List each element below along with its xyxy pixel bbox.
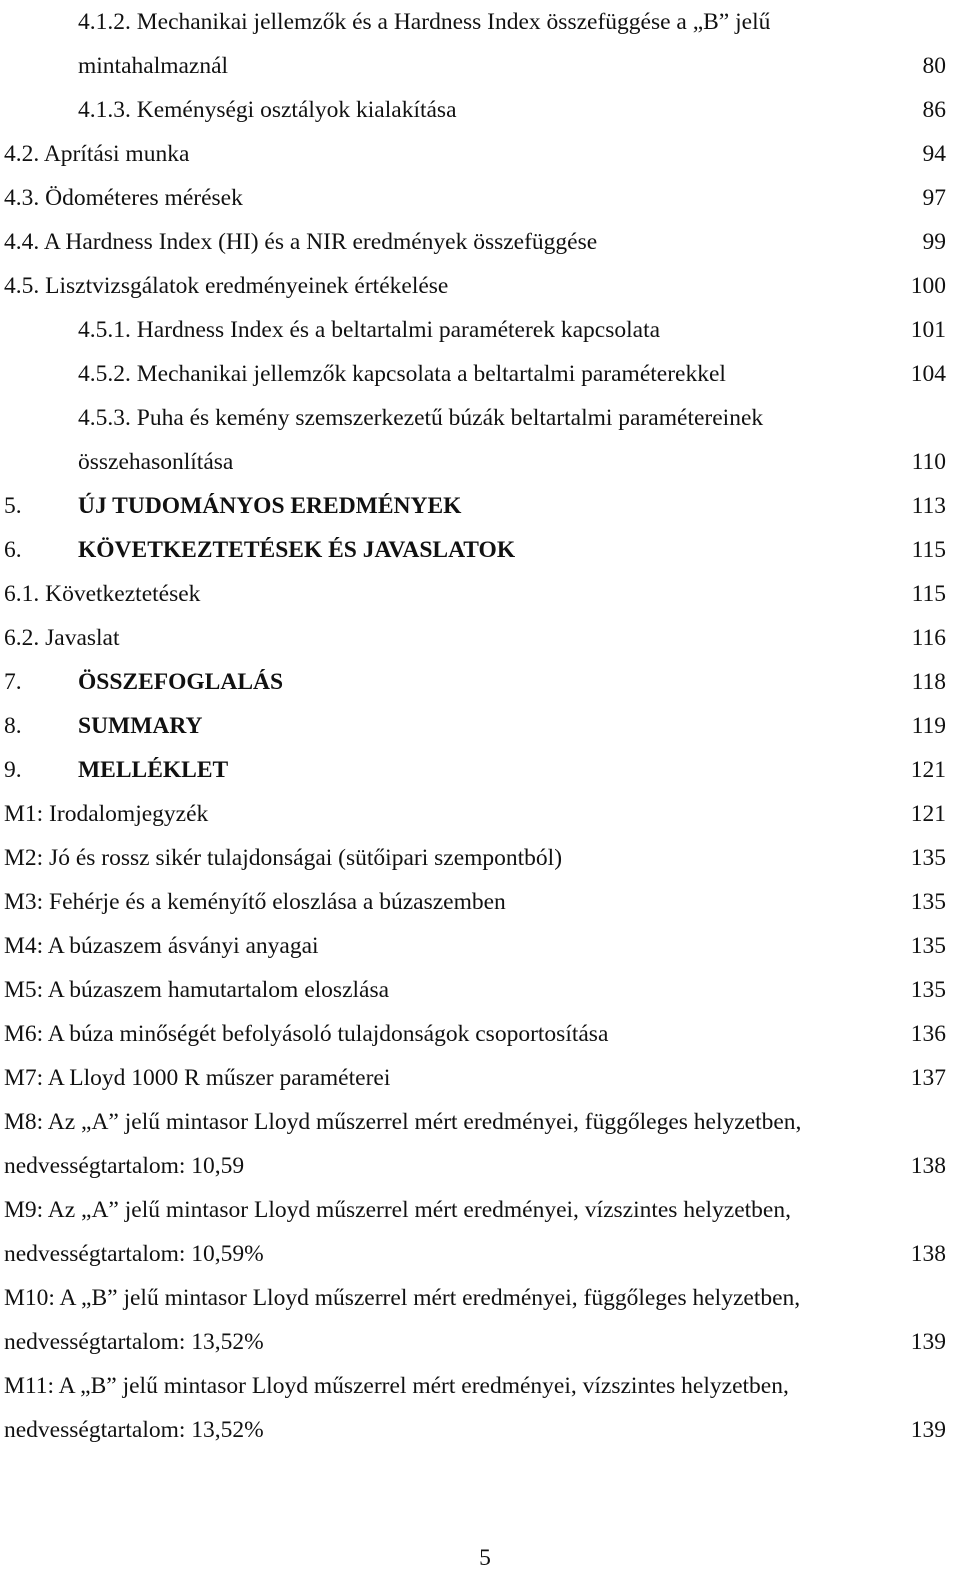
toc-entry-page: 135 (910, 845, 946, 871)
toc-entry (0, 1320, 960, 1364)
toc-entry (0, 572, 960, 616)
toc-entry (0, 176, 960, 220)
toc-entry-title: M3: Fehérje és a keményítő eloszlása a búzaszemben (4, 889, 506, 915)
toc-entry-page: 99 (922, 229, 946, 255)
toc-entry-title: ÖSSZEFOGLALÁS (78, 669, 284, 695)
toc-entry-page: 118 (911, 669, 946, 695)
toc-entry-title: nedvességtartalom: 13,52% (4, 1329, 264, 1355)
toc-entry-title: mintahalmaznál (78, 53, 229, 79)
toc-entry-page: 139 (910, 1417, 946, 1443)
toc-entry (0, 440, 960, 484)
toc-entry (0, 528, 960, 572)
toc-entry-page: 138 (910, 1153, 946, 1179)
toc-entry-title: összehasonlítása (78, 449, 234, 475)
toc-entry-page: 100 (910, 273, 946, 299)
toc-entry-title: M6: A búza minőségét befolyásoló tulajdonságok csoportosítása (4, 1021, 609, 1047)
toc-entry-page: 80 (922, 53, 946, 79)
toc-entry-page: 115 (911, 537, 946, 563)
toc-entry (0, 660, 960, 704)
toc-entry (0, 1188, 960, 1232)
toc-entry-title: M7: A Lloyd 1000 R műszer paraméterei (4, 1065, 391, 1091)
toc-entry-page: 138 (910, 1241, 946, 1267)
toc-entry-title: M11: A „B” jelű mintasor Lloyd műszerrel mért eredményei, vízszintes helyzetben, (4, 1373, 789, 1399)
toc-entry (0, 1276, 960, 1320)
toc-entry-title: nedvességtartalom: 10,59 (4, 1153, 245, 1179)
toc-entry (0, 220, 960, 264)
toc-entry (0, 132, 960, 176)
toc-entry (0, 264, 960, 308)
page-number: 5 (479, 1545, 491, 1571)
toc-entry-title: KÖVETKEZTETÉSEK ÉS JAVASLATOK (78, 537, 516, 563)
toc-entry-title: 4.1.3. Keménységi osztályok kialakítása (78, 97, 457, 123)
toc-entry (0, 924, 960, 968)
toc-entry (0, 484, 960, 528)
toc-entry (0, 1232, 960, 1276)
toc-entry-title: 4.5.2. Mechanikai jellemzők kapcsolata a beltartalmi paraméterekkel (78, 361, 726, 387)
toc-entry (0, 880, 960, 924)
toc-entry (0, 1012, 960, 1056)
toc-entry-title: nedvességtartalom: 10,59% (4, 1241, 264, 1267)
toc-entry-title: 4.5.3. Puha és kemény szemszerkezetű búzák beltartalmi paramétereinek (78, 405, 764, 431)
toc-entry-number: 6. (4, 537, 22, 563)
toc-entry-title: 4.5.1. Hardness Index és a beltartalmi paraméterek kapcsolata (78, 317, 661, 343)
toc-entry (0, 1100, 960, 1144)
toc-entry-title: M9: Az „A” jelű mintasor Lloyd műszerrel mért eredményei, vízszintes helyzetben, (4, 1197, 791, 1223)
toc-entry (0, 968, 960, 1012)
toc-entry-page: 110 (911, 449, 946, 475)
toc-entry-page: 121 (910, 801, 946, 827)
toc-entry (0, 748, 960, 792)
toc-entry-page: 119 (911, 713, 946, 739)
toc-entry-title: nedvességtartalom: 13,52% (4, 1417, 264, 1443)
toc-entry-page: 97 (922, 185, 946, 211)
toc-entry-page: 113 (911, 493, 946, 519)
toc-entry-number: 7. (4, 669, 22, 695)
toc-entry-number: 5. (4, 493, 22, 519)
toc-entry-page: 94 (922, 141, 946, 167)
toc-entry-title: M5: A búzaszem hamutartalom eloszlása (4, 977, 390, 1003)
toc-entry (0, 44, 960, 88)
toc-entry-page: 86 (922, 97, 946, 123)
toc-entry-title: 4.5. Lisztvizsgálatok eredményeinek értékelése (4, 273, 449, 299)
toc-entry-page: 135 (910, 977, 946, 1003)
toc-entry-page: 137 (910, 1065, 946, 1091)
toc-entry (0, 0, 960, 44)
toc-entry-title: M10: A „B” jelű mintasor Lloyd műszerrel mért eredményei, függőleges helyzetben, (4, 1285, 801, 1311)
toc-entry-title: 4.1.2. Mechanikai jellemzők és a Hardness Index összefüggése a „B” jelű (78, 9, 771, 35)
toc-entry-number: 8. (4, 713, 22, 739)
toc-entry-page: 116 (911, 625, 946, 651)
toc-entry-page: 136 (910, 1021, 946, 1047)
toc-entry-page: 101 (910, 317, 946, 343)
toc-entry-title: 4.3. Ödométeres mérések (4, 185, 243, 211)
toc-entry-title: SUMMARY (78, 713, 203, 739)
toc-entry-title: 6.1. Következtetések (4, 581, 201, 607)
toc-entry (0, 1408, 960, 1452)
toc-entry (0, 1144, 960, 1188)
toc-entry (0, 352, 960, 396)
toc-entry (0, 88, 960, 132)
toc-entry (0, 396, 960, 440)
toc-entry-title: 4.2. Aprítási munka (4, 141, 190, 167)
toc-entry-title: M2: Jó és rossz sikér tulajdonságai (sütőipari szempontból) (4, 845, 563, 871)
toc-entry (0, 1364, 960, 1408)
toc-entry-page: 115 (911, 581, 946, 607)
toc-entry-page: 104 (910, 361, 946, 387)
toc-entry-title: M8: Az „A” jelű mintasor Lloyd műszerrel mért eredményei, függőleges helyzetben, (4, 1109, 802, 1135)
toc-entry-page: 135 (910, 933, 946, 959)
toc-entry (0, 1056, 960, 1100)
toc-entry-title: M1: Irodalomjegyzék (4, 801, 209, 827)
toc-entry-title: M4: A búzaszem ásványi anyagai (4, 933, 319, 959)
toc-entry-page: 135 (910, 889, 946, 915)
toc-entry (0, 616, 960, 660)
toc-entry-page: 121 (910, 757, 946, 783)
toc-entry-number: 9. (4, 757, 22, 783)
toc-entry-title: ÚJ TUDOMÁNYOS EREDMÉNYEK (78, 493, 462, 519)
toc-entry-title: 6.2. Javaslat (4, 625, 120, 651)
toc-entry (0, 836, 960, 880)
toc-entry (0, 308, 960, 352)
toc-entry-title: MELLÉKLET (78, 757, 229, 783)
toc-entry (0, 792, 960, 836)
toc-entry (0, 704, 960, 748)
toc-entry-page: 139 (910, 1329, 946, 1355)
toc-entry-title: 4.4. A Hardness Index (HI) és a NIR eredmények összefüggése (4, 229, 598, 255)
